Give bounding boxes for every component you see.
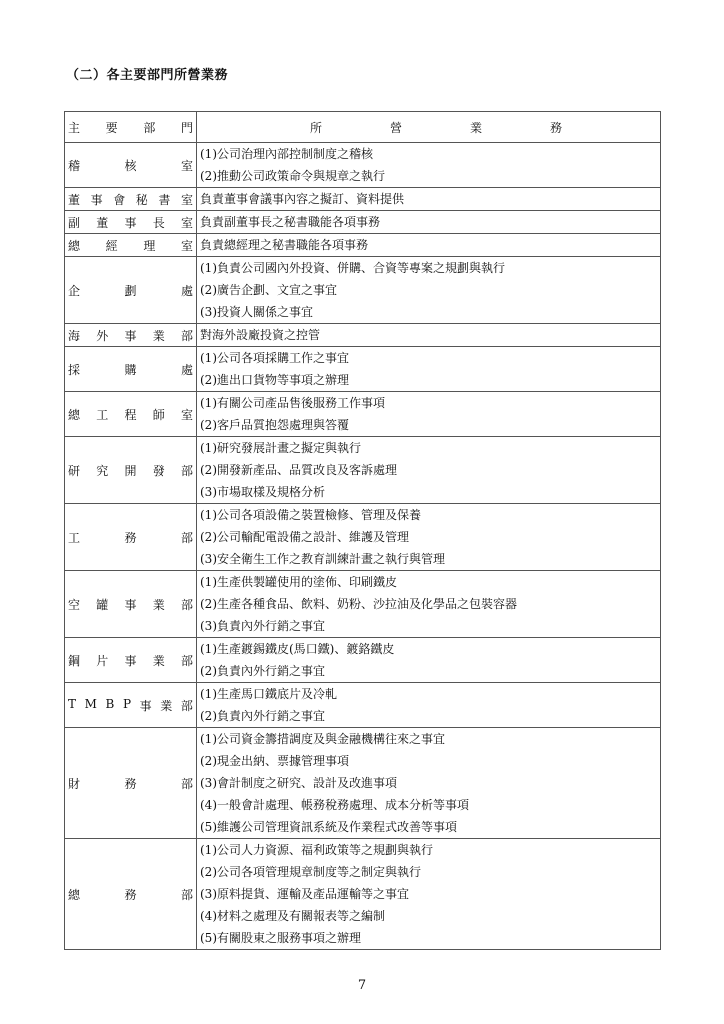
duty-item: (3)負責內外行銷之事宜 (200, 619, 325, 633)
department-char: 總 (68, 407, 81, 422)
duties-cell (197, 504, 661, 571)
duty-item: (2)客戶品質抱怨處理與答覆 (200, 418, 349, 432)
duty-item: (2)進出口貨物等事項之辦理 (200, 373, 349, 387)
department-char: 稽 (68, 158, 81, 173)
duty-item: (2)負責內外行銷之事宜 (200, 709, 325, 723)
header-char: 要 (105, 120, 118, 135)
department-char: 購 (124, 362, 137, 377)
department-duties-table (64, 111, 661, 950)
duty-item: 對海外設廠投資之控管 (200, 328, 321, 342)
department-char: 事 (124, 597, 137, 612)
duty-item: (1)公司治理內部控制制度之稽核 (200, 147, 373, 161)
duties-cell (197, 839, 661, 950)
duties-cell (197, 211, 661, 234)
duties-cell (197, 188, 661, 211)
department-char: 業 (160, 698, 173, 713)
department-char: 室 (180, 158, 193, 173)
department-char: 業 (152, 597, 165, 612)
duty-item: (1)生產供製罐使用的塗佈、印刷鐵皮 (200, 575, 397, 589)
table-row (65, 728, 661, 839)
duties-cell (197, 728, 661, 839)
department-cell (65, 504, 197, 571)
header-duty (197, 112, 661, 143)
duty-item: (1)生產馬口鐵底片及冷軋 (200, 687, 337, 701)
department-cell (65, 324, 197, 347)
department-char: 總 (68, 238, 81, 253)
table-row (65, 437, 661, 504)
duty-item: (1)有關公司產品售後服務工作事項 (200, 396, 385, 410)
department-cell (65, 143, 197, 188)
duties-cell (197, 437, 661, 504)
department-char: 務 (124, 530, 137, 545)
department-char: 部 (180, 776, 193, 791)
duty-item: 負責總經理之秘書職能各項事務 (200, 238, 369, 252)
department-char: 事 (124, 328, 137, 343)
department-char: 秘 (135, 192, 148, 207)
duty-item: (3)會計制度之研究、設計及改進事項 (200, 776, 397, 790)
department-char: 經 (105, 238, 118, 253)
duties-cell (197, 234, 661, 257)
department-char: 董 (96, 215, 109, 230)
duties-cell (197, 571, 661, 638)
department-cell (65, 437, 197, 504)
department-char: B (105, 696, 115, 711)
duty-item: (2)公司各項管理規章制度等之制定與執行 (200, 865, 421, 879)
duty-item: (1)研究發展計畫之擬定與執行 (200, 441, 361, 455)
department-char: 發 (152, 463, 165, 478)
department-char: 部 (180, 887, 193, 902)
department-cell (65, 211, 197, 234)
department-char: 董 (68, 192, 81, 207)
department-char: 業 (152, 328, 165, 343)
table-header-row (65, 112, 661, 143)
department-char: 核 (124, 158, 137, 173)
header-char: 門 (180, 120, 193, 135)
department-char: 長 (152, 215, 165, 230)
department-char: 事 (139, 698, 152, 713)
header-dept (65, 112, 197, 143)
department-char: 師 (152, 407, 165, 422)
department-char: M (84, 696, 97, 711)
header-char: 部 (143, 120, 156, 135)
header-char: 務 (549, 120, 562, 135)
department-cell (65, 839, 197, 950)
duty-item: (5)維護公司管理資訊系統及作業程式改善等事項 (200, 820, 457, 834)
department-char: 海 (68, 328, 81, 343)
department-char: 室 (180, 215, 193, 230)
department-char: 務 (124, 776, 137, 791)
header-char: 所 (310, 120, 323, 135)
duties-cell (197, 683, 661, 728)
duties-cell (197, 324, 661, 347)
duty-item: (4)材料之處理及有關報表等之編制 (200, 909, 385, 923)
duty-item: (2)廣告企劃、文宣之事宜 (200, 283, 337, 297)
table-row (65, 188, 661, 211)
department-char: 部 (180, 463, 193, 478)
department-cell (65, 234, 197, 257)
department-char: T (68, 696, 77, 711)
department-char: 總 (68, 887, 81, 902)
table-row (65, 504, 661, 571)
department-char: 工 (68, 530, 81, 545)
department-char: P (122, 696, 132, 711)
department-cell (65, 571, 197, 638)
duty-item: (1)公司各項設備之裝置檢修、管理及保養 (200, 508, 421, 522)
department-char: 室 (180, 238, 193, 253)
department-char: 部 (180, 530, 193, 545)
header-char: 主 (68, 120, 81, 135)
duty-item: (3)安全衛生工作之教育訓練計畫之執行與管理 (200, 552, 445, 566)
section-title: （二）各主要部門所營業務 (66, 68, 229, 83)
duties-cell (197, 347, 661, 392)
department-char: 部 (180, 653, 193, 668)
department-char: 財 (68, 776, 81, 791)
table-row (65, 571, 661, 638)
department-char: 室 (180, 407, 193, 422)
duties-cell (197, 143, 661, 188)
duty-item: (5)有關股東之服務事項之辦理 (200, 931, 361, 945)
table-row (65, 638, 661, 683)
duty-item: (1)公司各項採購工作之事宜 (200, 351, 349, 365)
duty-item: 負責董事會議事內容之擬訂、資料提供 (200, 192, 405, 206)
table-row (65, 347, 661, 392)
duty-item: (3)原料提貨、運輸及產品運輸等之事宜 (200, 887, 409, 901)
duty-item: (1)公司資金籌措調度及與金融機構往來之事宜 (200, 732, 445, 746)
department-char: 罐 (96, 597, 109, 612)
department-char: 工 (96, 407, 109, 422)
department-char: 研 (68, 463, 81, 478)
department-char: 事 (124, 215, 137, 230)
department-char: 片 (96, 653, 109, 668)
department-char: 企 (68, 283, 81, 298)
duty-item: (2)現金出納、票據管理事項 (200, 754, 349, 768)
department-cell (65, 683, 197, 728)
department-char: 採 (68, 362, 81, 377)
department-char: 程 (124, 407, 137, 422)
department-cell (65, 257, 197, 324)
duties-cell (197, 392, 661, 437)
department-char: 外 (96, 328, 109, 343)
table-row (65, 324, 661, 347)
department-char: 處 (180, 283, 193, 298)
department-char: 空 (68, 597, 81, 612)
department-char: 務 (124, 887, 137, 902)
duty-item: (1)負責公司國內外投資、併購、合資等專案之規劃與執行 (200, 261, 506, 275)
department-cell (65, 392, 197, 437)
department-cell (65, 728, 197, 839)
department-char: 部 (180, 698, 193, 713)
department-char: 理 (143, 238, 156, 253)
duty-item: (2)推動公司政策命令與規章之執行 (200, 169, 385, 183)
department-char: 業 (152, 653, 165, 668)
department-char: 開 (124, 463, 137, 478)
table-row (65, 211, 661, 234)
duty-item: (2)開發新產品、品質改良及客訴處理 (200, 463, 397, 477)
header-char: 營 (389, 120, 402, 135)
department-char: 部 (180, 597, 193, 612)
table-row (65, 392, 661, 437)
duty-item: (2)負責內外行銷之事宜 (200, 664, 325, 678)
header-char: 業 (469, 120, 482, 135)
duty-item: (4)一般會計處理、帳務稅務處理、成本分析等事項 (200, 798, 469, 812)
page-number: 7 (357, 978, 367, 993)
duty-item: 負責副董事長之秘書職能各項事務 (200, 215, 381, 229)
department-cell (65, 638, 197, 683)
duties-cell (197, 257, 661, 324)
duty-item: (2)生產各種食品、飲料、奶粉、沙拉油及化學品之包裝容器 (200, 597, 518, 611)
department-char: 鋼 (68, 653, 81, 668)
department-char: 劃 (124, 283, 137, 298)
department-char: 事 (90, 192, 103, 207)
table-row (65, 839, 661, 950)
table-row (65, 683, 661, 728)
duty-item: (2)公司輸配電設備之設計、維護及管理 (200, 530, 409, 544)
department-char: 室 (180, 192, 193, 207)
duties-cell (197, 638, 661, 683)
duty-item: (3)投資人關係之事宜 (200, 305, 313, 319)
table-row (65, 257, 661, 324)
department-char: 部 (180, 328, 193, 343)
duty-item: (1)公司人力資源、福利政策等之規劃與執行 (200, 843, 433, 857)
table-row (65, 143, 661, 188)
department-cell (65, 188, 197, 211)
department-char: 會 (113, 192, 126, 207)
department-char: 處 (180, 362, 193, 377)
department-char: 副 (68, 215, 81, 230)
duty-item: (1)生產鍍錫鐵皮(馬口鐵)、鍍鉻鐵皮 (200, 642, 395, 656)
table-row (65, 234, 661, 257)
duty-item: (3)市場取樣及規格分析 (200, 485, 325, 499)
department-char: 事 (124, 653, 137, 668)
department-char: 書 (158, 192, 171, 207)
department-char: 究 (96, 463, 109, 478)
department-cell (65, 347, 197, 392)
